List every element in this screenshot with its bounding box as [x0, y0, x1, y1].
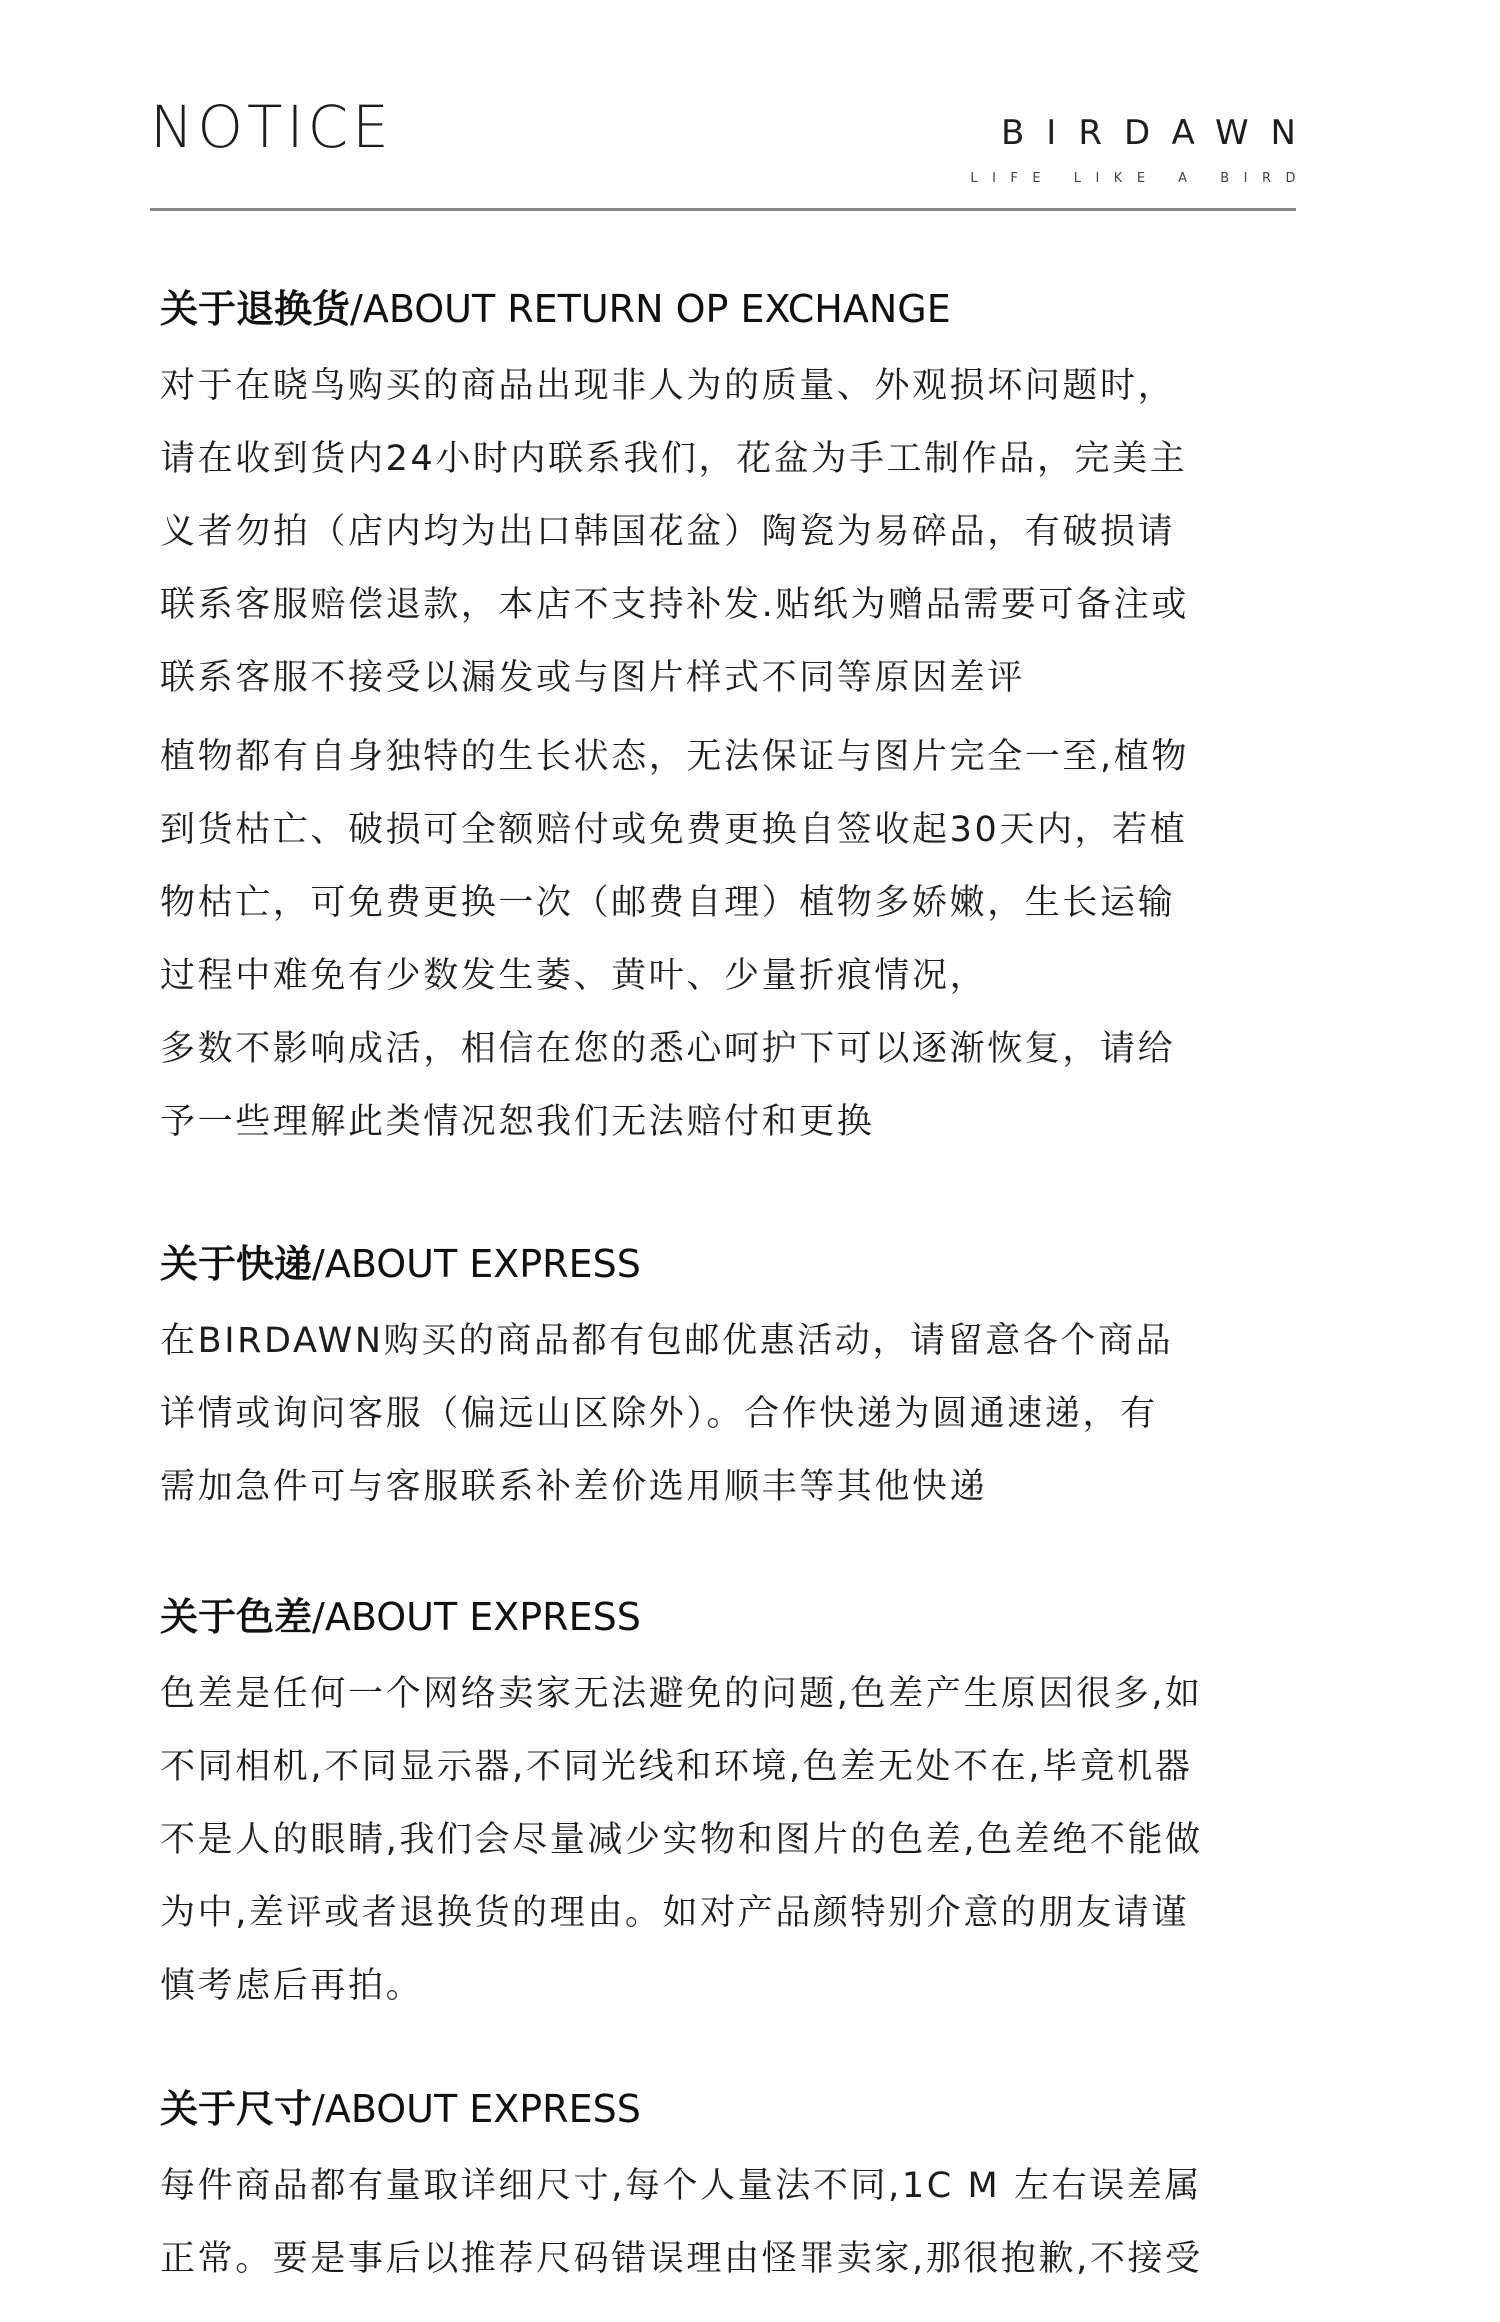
- section-title: [160, 1595, 1320, 1639]
- text-line: 予一些理解此类情况恕我们无法赔付和更换: [160, 1102, 875, 1142]
- section-title-en: /ABOUT EXPRESS: [312, 2087, 641, 2131]
- text-line: 慎考虑后再拍。: [160, 1966, 424, 2006]
- text-line: 过程中难免有少数发生萎、黄叶、少量折痕情况，: [160, 956, 988, 996]
- text-line: 联系客服赔偿退款，本店不支持补发.贴纸为赠品需要可备注或: [160, 585, 1189, 625]
- section-express: [160, 1242, 1320, 1524]
- text-line: 在BIRDAWN购买的商品都有包邮优惠活动，请留意各个商品: [160, 1321, 1174, 1361]
- text-line: 不同相机,不同显示器,不同光线和环境,色差无处不在,毕竟机器: [160, 1747, 1193, 1787]
- section-title: [160, 1242, 1320, 1286]
- text-line: 植物都有自身独特的生长状态，无法保证与图片完全一至,植物: [160, 737, 1189, 777]
- text-line: 到货枯亡、破损可全额赔付或免费更换自签收起30天内，若植: [160, 810, 1188, 850]
- text-line: 请在收到货内24小时内联系我们，花盆为手工制作品，完美主: [160, 439, 1188, 479]
- brand-name: BIRDAWN: [1000, 113, 1318, 153]
- text-line: 正常。要是事后以推荐尺码错误理由怪罪卖家,那很抱歉,不接受: [160, 2239, 1203, 2279]
- section-title-en: /ABOUT RETURN OP EXCHANGE: [350, 287, 951, 331]
- paragraph: [160, 721, 1320, 1159]
- text-line: 为中,差评或者退换货的理由。如对产品颜特别介意的朋友请谨: [160, 1893, 1189, 1933]
- section-title: [160, 2087, 1320, 2131]
- page-title: NOTICE: [150, 93, 393, 161]
- section-title-cn: 关于退换货: [160, 287, 351, 331]
- section-title-cn: 关于色差: [160, 1595, 313, 1639]
- section-color-difference: [160, 1595, 1320, 2023]
- text-line: 义者勿拍（店内均为出口韩国花盆）陶瓷为易碎品，有破损请: [160, 512, 1176, 552]
- text-line: 色差是任何一个网络卖家无法避免的问题,色差产生原因很多,如: [160, 1674, 1203, 1714]
- notice-header: [150, 93, 1318, 218]
- text-line: 多数不影响成活，相信在您的悉心呵护下可以逐渐恢复，请给: [160, 1029, 1176, 1069]
- section-title-en: /ABOUT EXPRESS: [312, 1595, 641, 1639]
- paragraph: [160, 1305, 1320, 1524]
- brand-tagline: LIFE LIKE A BIRD: [970, 171, 1310, 186]
- paragraph: [160, 350, 1320, 715]
- text-line: 对于在晓鸟购买的商品出现非人为的质量、外观损坏问题时，: [160, 366, 1176, 406]
- section-size: [160, 2087, 1320, 2296]
- text-line: 需加急件可与客服联系补差价选用顺丰等其他快递: [160, 1467, 988, 1507]
- section-title: [160, 287, 1320, 331]
- paragraph: [160, 1658, 1320, 2023]
- paragraph: [160, 2150, 1320, 2296]
- section-title-cn: 关于快递: [160, 1242, 313, 1286]
- brand-logo: [970, 113, 1318, 186]
- text-line: 联系客服不接受以漏发或与图片样式不同等原因差评: [160, 658, 1025, 698]
- section-title-en: /ABOUT EXPRESS: [312, 1242, 641, 1286]
- text-line: 物枯亡，可免费更换一次（邮费自理）植物多娇嫩，生长运输: [160, 883, 1176, 923]
- section-title-cn: 关于尺寸: [160, 2087, 313, 2131]
- text-line: 每件商品都有量取详细尺寸,每个人量法不同,1C M 左右误差属: [160, 2166, 1203, 2206]
- section-returns: [160, 287, 1320, 1159]
- header-divider: [150, 208, 1296, 211]
- text-line: 不是人的眼睛,我们会尽量减少实物和图片的色差,色差绝不能做: [160, 1820, 1203, 1860]
- text-line: 详情或询问客服（偏远山区除外）。合作快递为圆通速递，有: [160, 1394, 1158, 1434]
